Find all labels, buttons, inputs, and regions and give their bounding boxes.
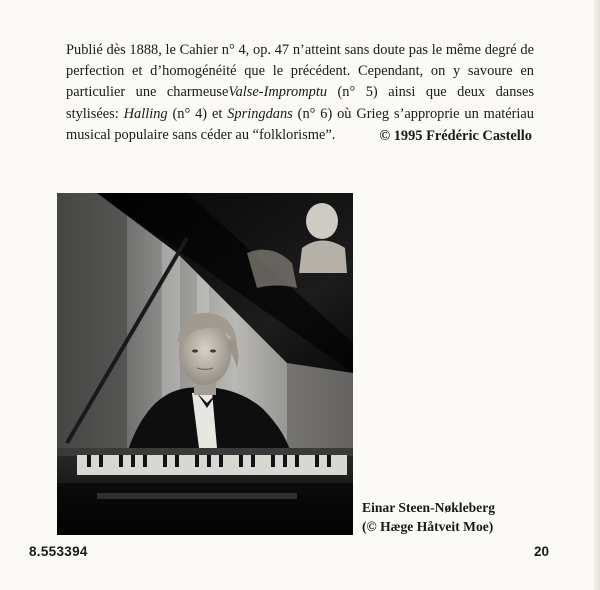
caption-credit: (© Hæge Håtveit Moe) xyxy=(362,519,494,534)
pianist-photo xyxy=(57,193,353,535)
paragraph-text-4: (n° 6) où Grieg s’approprie un matériau musical populaire sans céder au “folklorisme”. xyxy=(66,105,534,143)
page-number: 20 xyxy=(534,544,550,559)
paragraph-text-2: (n° 5) ainsi que deux danses stylisées: xyxy=(66,84,534,122)
photo-caption xyxy=(362,498,495,536)
italic-title-valse-impromptu: Valse-Impromptu xyxy=(228,84,328,101)
caption-name: Einar Steen-Nøkleberg xyxy=(362,500,496,515)
paragraph-text-1: Publié dès 1888, le Cahier n° 4, op. 47 n’atteint sans doute pas le même degré de perfection et d’homogénéité que le précédent. Cependant, on y savoure en particulier une charmeuse xyxy=(66,42,534,101)
italic-title-halling: Halling xyxy=(123,105,168,122)
page-edge xyxy=(594,0,600,590)
paragraph-text-3: (n° 4) et xyxy=(167,105,228,122)
catalog-number: 8.553394 xyxy=(29,544,88,559)
author-credit: © 1995 Frédéric Castello xyxy=(379,128,532,144)
italic-title-springdans: Springdans xyxy=(227,105,293,122)
pianist-photo-illustration xyxy=(57,193,353,535)
